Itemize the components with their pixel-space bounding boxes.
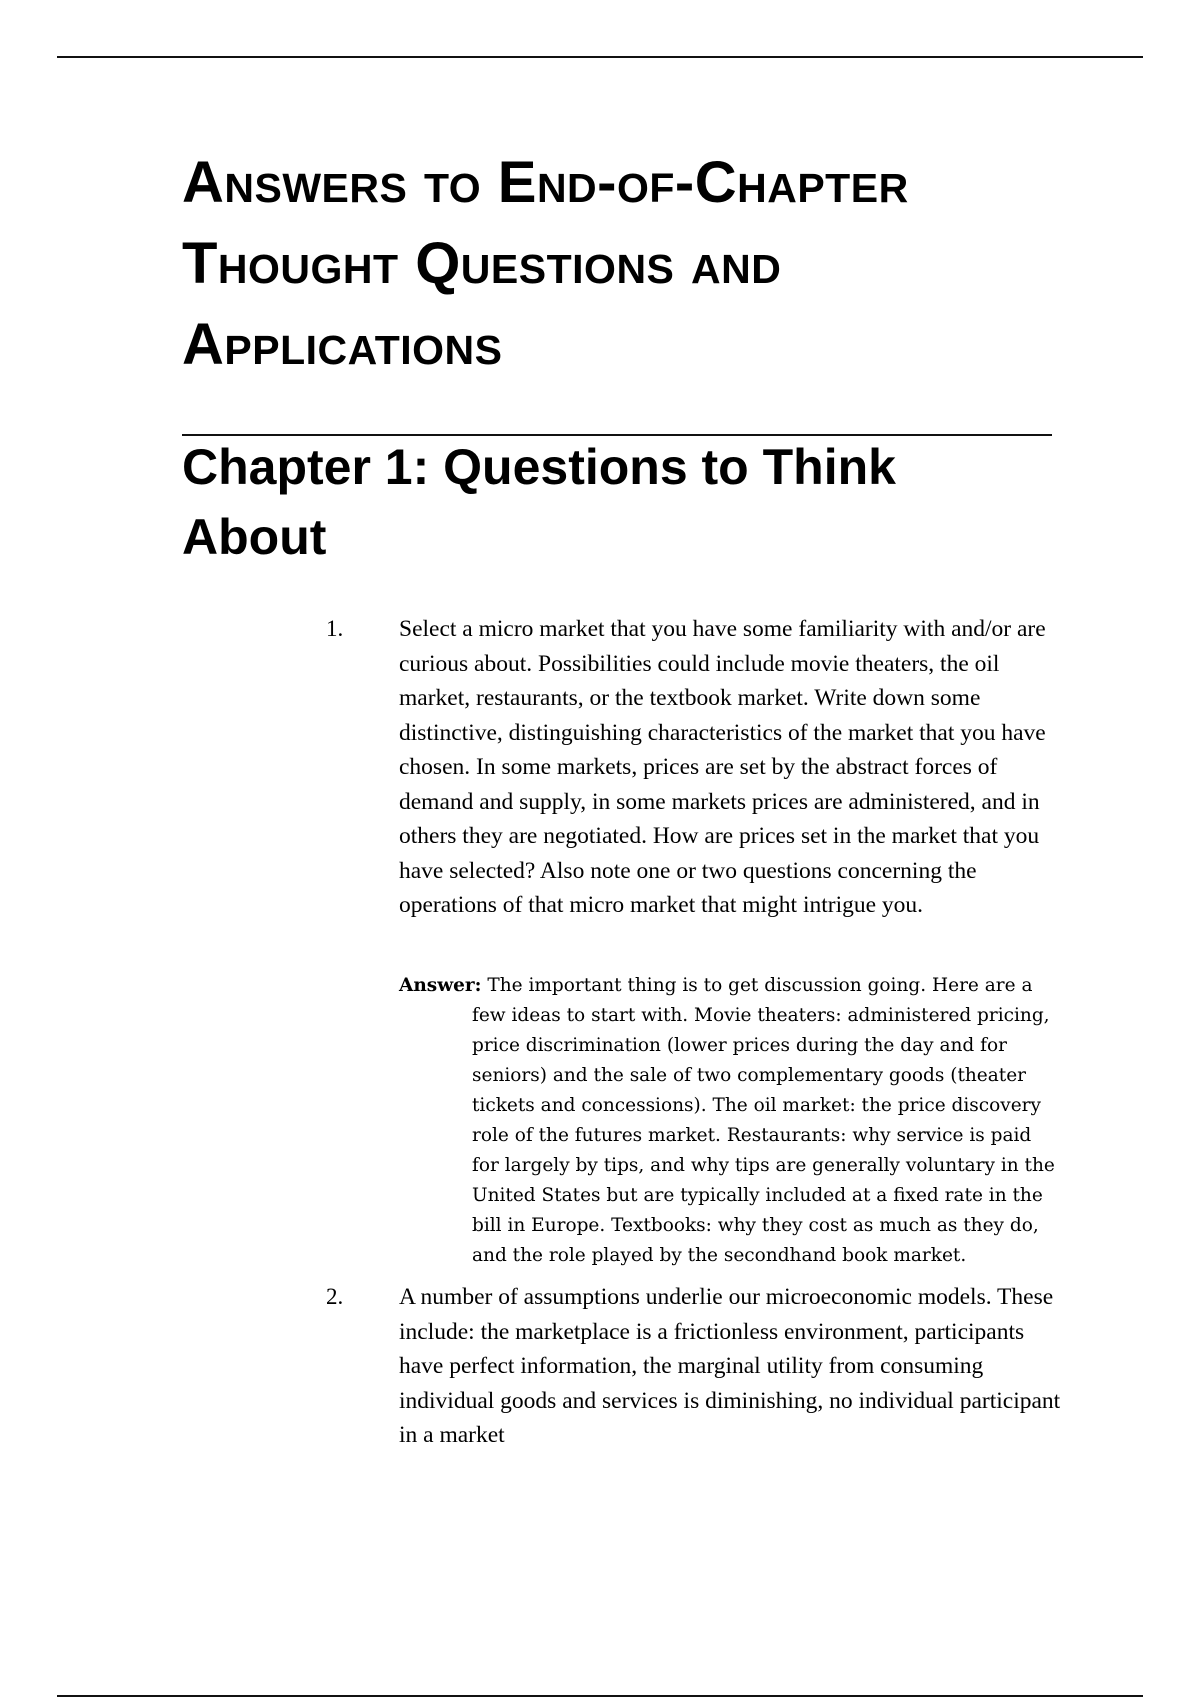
answer-label: Answer: xyxy=(399,975,482,996)
question-text: A number of assumptions underlie our microeconomic models. These include: the marketplace is a frictionless environment, participants have perfect information, the marginal utility from consuming individual goods and services is diminishing, no individual participant in a market xyxy=(399,1284,1061,1448)
question-number: 2. xyxy=(326,1284,344,1309)
footer-rule xyxy=(57,1695,1143,1697)
question-number: 1. xyxy=(326,616,344,641)
answer-text: The important thing is to get discussion going. Here are a few ideas to start with. Movie theaters: administered pricing, price discrimination (lower prices during the day and for seniors) and the sale of two complementary goods (theater tickets and concessions). The oil market: the price discovery role of the futures market. Restaurants: why service is paid for largely by tips, and why tips are generally voluntary in the United States but are typically included at a fixed rate in the bill in Europe. Textbooks: why they cost as much as they do, and the role played by the secondhand book market. xyxy=(472,975,1055,1266)
chapter-title: Chapter 1: Questions to Think About xyxy=(182,439,896,565)
answer-block xyxy=(399,971,1063,1271)
header-rule xyxy=(57,56,1143,58)
question-text: Select a micro market that you have some familiarity with and/or are curious about. Possibilities could include movie theaters, the oil market, restaurants, or the textbook market. Write down some distinctive, distinguishing characteristics of the market that you have chosen. In some markets, prices are set by the abstract forces of demand and supply, in some markets prices are administered, and in others they are negotiated. How are prices set in the market that you have selected? Also note one or two questions concerning the operations of that micro market that might intrigue you. xyxy=(399,616,1046,918)
page-title: Answers to End-of-Chapter Thought Questions and Applications xyxy=(182,150,909,377)
